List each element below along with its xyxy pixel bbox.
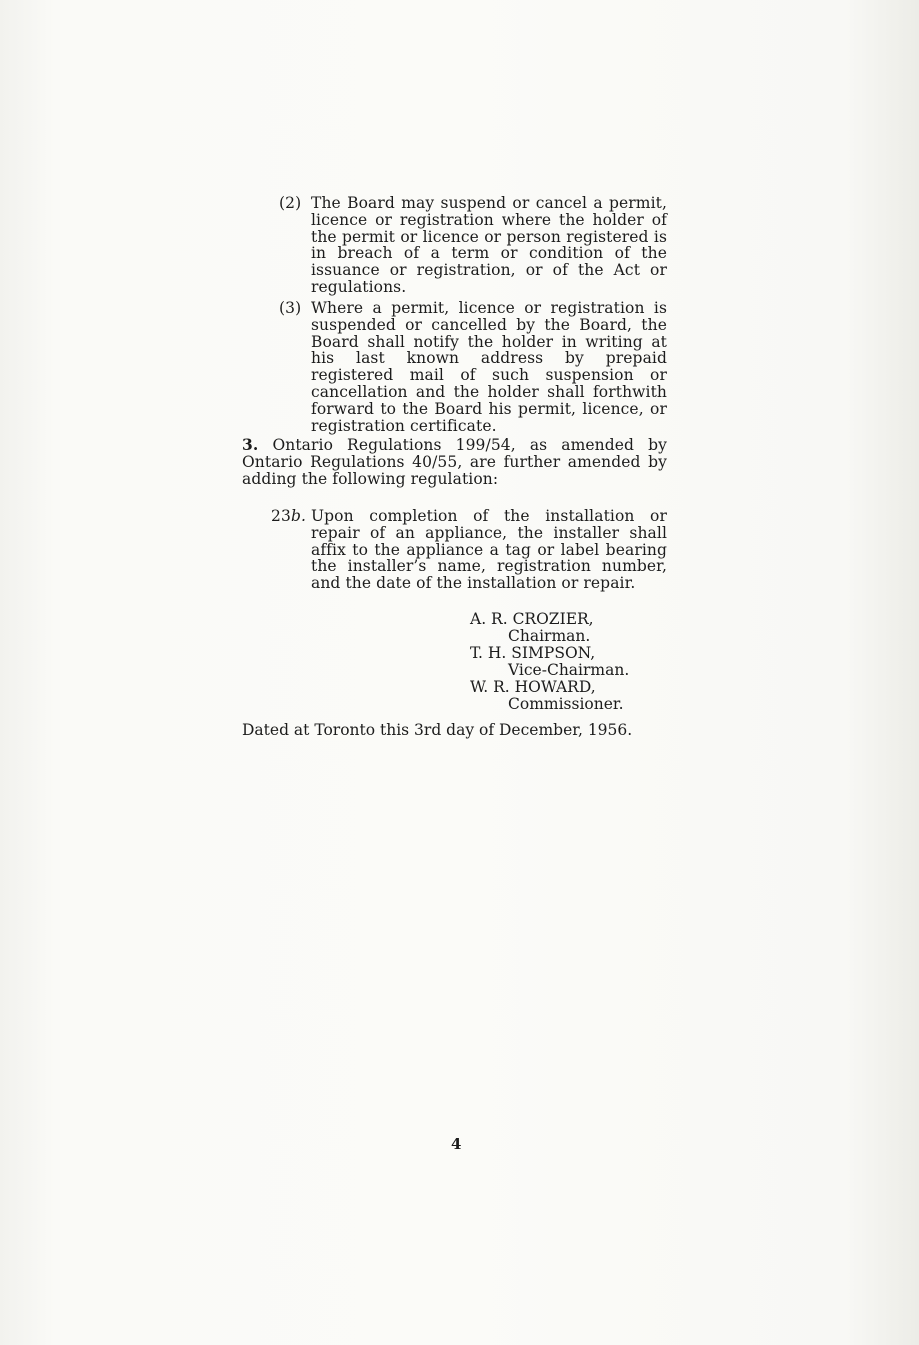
page-number: 4 [451,1135,462,1153]
section-3-number: 3. [242,435,259,454]
paragraph-3 [279,299,667,435]
paragraph-2 [279,194,667,296]
section-3-text: Ontario Regulations 199/54, as amended by Ontario Regulations 40/55, are further amended by adding the following regulation: [242,436,668,488]
signatory-name: T. H. SIMPSON, [470,644,596,662]
regulation-23b-number: 23b. [271,507,306,525]
show-through-decoration [250,240,255,258]
signatory-name: W. R. HOWARD, [470,678,596,696]
signature-howard [470,679,670,713]
signatory-title: Commissioner. [508,694,624,713]
signatory-name: A. R. CROZIER, [470,610,594,628]
regulation-23b-text: Upon completion of the installation or repair of an appliance, the installer shall affix to the appliance a tag or label bearing the installer’s name, registration number, and the date of the installation or repair. [311,507,667,593]
dated-line: Dated at Toronto this 3rd day of December, 1956. [242,721,633,739]
paragraph-3-number: (3) [279,299,302,317]
paragraph-2-number: (2) [279,194,302,212]
signatory-title: Chairman. [508,626,591,645]
regulation-23b [271,507,667,593]
signatory-title: Vice-Chairman. [508,660,630,679]
paragraph-2-text: The Board may suspend or cancel a permit, licence or registration where the holder of the permit or licence or person registered is in breach of a term or condition of the issuance or registration, or of the Act or regulations. [311,194,667,296]
paragraph-3-text: Where a permit, licence or registration is suspended or cancelled by the Board, the Board shall notify the holder in writing at his last known address by prepaid registered mail of such suspension or cancellation and the holder shall forthwith forward to the Board his permit, licence, or registration certificate. [311,299,667,435]
section-3 [242,437,667,487]
signature-simpson [470,645,670,679]
signature-crozier [470,611,670,645]
